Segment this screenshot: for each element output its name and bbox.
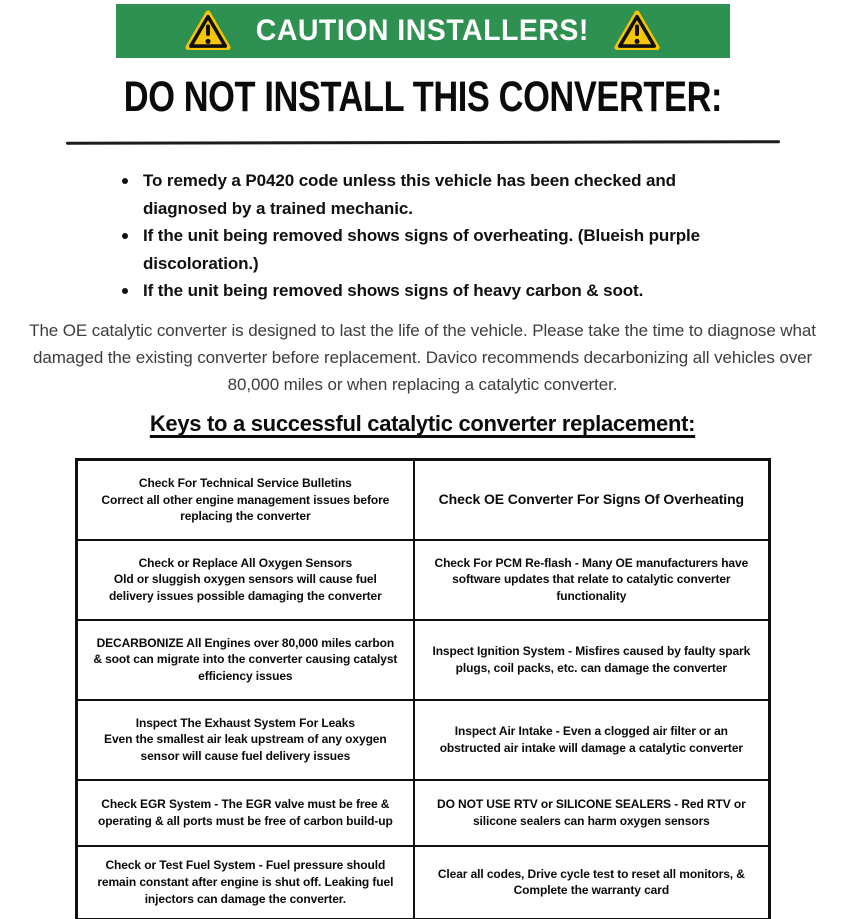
warning-triangle-icon [614, 10, 660, 52]
banner-title: CAUTION INSTALLERS! [255, 14, 590, 47]
table-cell [76, 700, 414, 780]
table-cell [414, 540, 769, 620]
table-cell [414, 846, 769, 919]
table-cell [76, 540, 414, 620]
table-row [76, 620, 769, 700]
advisory-paragraph: The OE catalytic converter is designed to last the life of the vehicle. Please take the time to diagnose what damaged the existing converter before replacement. Davico recommends decarbonizing all vehicles over 80,000 miles or when replacing a catalytic converter. [29, 320, 816, 395]
table-row [76, 540, 769, 620]
table-cell [414, 620, 769, 700]
table-cell [414, 700, 769, 780]
cell-line: DECARBONIZE All Engines over 80,000 miles carbon & soot can migrate into the converter causing catalyst efficiency issues [93, 635, 398, 684]
warning-item: To remedy a P0420 code unless this vehicle has been checked and diagnosed by a trained mechanic. [120, 167, 726, 222]
table-cell [414, 780, 769, 846]
table-cell [414, 460, 769, 540]
cell-line: Clear all codes, Drive cycle test to reset all monitors, & Complete the warranty card [437, 866, 745, 898]
cell-line: Old or sluggish oxygen sensors will cause fuel delivery issues possible damaging the converter [108, 572, 382, 604]
cell-line: Check or Replace All Oxygen Sensors [138, 555, 353, 570]
cell-line: Inspect Ignition System - Misfires caused by faulty spark plugs, coil packs, etc. can damage the converter [432, 643, 751, 675]
table-row [76, 846, 769, 919]
cell-line: Inspect The Exhaust System For Leaks [135, 715, 355, 730]
cell-line: Check For PCM Re-flash - Many OE manufacturers have software updates that relate to catalytic converter functionality [434, 555, 749, 604]
keys-table [75, 458, 771, 919]
warning-item: If the unit being removed shows signs of overheating. (Blueish purple discoloration.) [120, 222, 726, 277]
caution-banner [116, 4, 730, 58]
table-cell [76, 846, 414, 919]
cell-line: Check or Test Fuel System - Fuel pressure should remain constant after engine is shut off. Leaking fuel injectors can damage the converter. [97, 858, 394, 906]
keys-heading: Keys to a successful catalytic converter replacement: [149, 411, 696, 437]
warnings-list [120, 167, 726, 305]
cell-line: Check For Technical Service Bulletins [138, 475, 352, 490]
warning-triangle-icon [185, 10, 231, 52]
cell-line: Inspect Air Intake - Even a clogged air filter or an obstructed air intake will damage a catalytic converter [439, 723, 743, 755]
cell-line: Even the smallest air leak upstream of any oxygen sensor will cause fuel delivery issues [104, 732, 387, 764]
table-row [76, 700, 769, 780]
table-row [76, 780, 769, 846]
table-cell [76, 780, 414, 846]
main-heading: DO NOT INSTALL THIS CONVERTER: [123, 73, 722, 121]
warning-item: If the unit being removed shows signs of heavy carbon & soot. [120, 277, 726, 305]
table-row [76, 460, 769, 540]
cell-line: Correct all other engine management issues before replacing the converter [101, 492, 390, 524]
table-cell [76, 460, 414, 540]
divider-line [65, 140, 779, 144]
cell-line: Check OE Converter For Signs Of Overheating [438, 491, 744, 508]
cell-line: Check EGR System - The EGR valve must be free & operating & all ports must be free of carbon build-up [97, 796, 393, 828]
table-cell [76, 620, 414, 700]
cell-line: DO NOT USE RTV or SILICONE SEALERS - Red RTV or silicone sealers can harm oxygen sensors [437, 796, 746, 828]
